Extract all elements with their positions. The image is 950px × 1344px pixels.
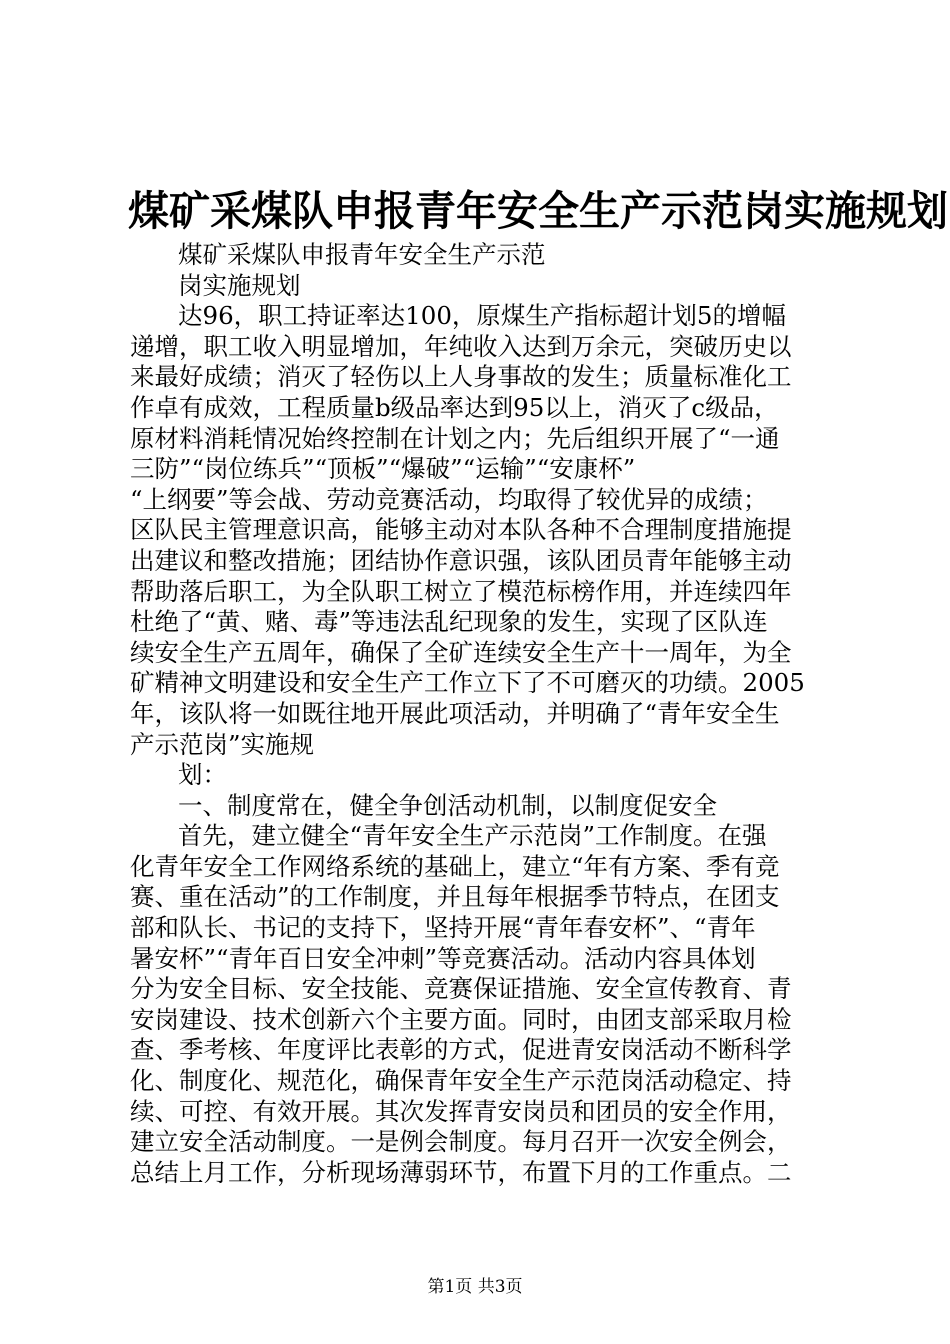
text-line: 分为安全目标、安全技能、竞赛保证措施、安全宣传教育、青 bbox=[130, 974, 792, 1004]
text-line: 帮助落后职工，为全队职工树立了模范标榜作用，并连续四年 bbox=[130, 576, 792, 606]
text-line: 杜绝了“黄、赌、毒”等违法乱纪现象的发生，实现了区队连 bbox=[130, 607, 768, 637]
text-line: 一、制度常在，健全争创活动机制，以制度促安全 bbox=[178, 790, 717, 820]
text-line: 岗实施规划 bbox=[178, 270, 301, 300]
text-line: 部和队长、书记的支持下，坚持开展“青年春安杯”、“青年 bbox=[130, 913, 756, 943]
text-line: 首先，建立健全“青年安全生产示范岗”工作制度。在强 bbox=[178, 821, 767, 851]
text-line: 达96，职工持证率达100，原煤生产指标超计划5的增幅 bbox=[178, 301, 787, 331]
text-line: 煤矿采煤队申报青年安全生产示范 bbox=[178, 240, 546, 269]
text-line: 查、季考核、年度评比表彰的方式，促进青安岗活动不断科学 bbox=[130, 1035, 792, 1065]
text-line: 出建议和整改措施；团结协作意识强，该队团员青年能够主动 bbox=[130, 545, 792, 575]
text-line: 化青年安全工作网络系统的基础上，建立“年有方案、季有竞 bbox=[130, 851, 780, 881]
text-line: 续安全生产五周年，确保了全矿连续安全生产十一周年，为全 bbox=[130, 637, 792, 667]
text-line: 续、可控、有效开展。其次发挥青安岗员和团员的安全作用， bbox=[130, 1096, 792, 1126]
text-line: 矿精神文明建设和安全生产工作立下了不可磨灭的功绩。2005 bbox=[130, 668, 805, 698]
text-line: 递增，职工收入明显增加，年纯收入达到万余元，突破历史以 bbox=[130, 331, 792, 361]
text-line: 区队民主管理意识高，能够主动对本队各种不合理制度措施提 bbox=[130, 515, 792, 545]
text-line: 原材料消耗情况始终控制在计划之内；先后组织开展了“一通 bbox=[130, 423, 780, 453]
text-line: 暑安杯”“青年百日安全冲刺”等竞赛活动。活动内容具体划 bbox=[130, 943, 756, 973]
text-line: 来最好成绩；消灭了轻伤以上人身事故的发生；质量标准化工 bbox=[130, 362, 792, 392]
text-line: 安岗建设、技术创新六个主要方面。同时，由团支部采取月检 bbox=[130, 1004, 792, 1034]
text-line: 总结上月工作，分析现场薄弱环节，布置下月的工作重点。二 bbox=[130, 1157, 792, 1187]
page-footer: 第1页 共3页 bbox=[427, 1277, 523, 1297]
text-line: “上纲要”等会战、劳动竞赛活动，均取得了较优异的成绩； bbox=[130, 484, 768, 514]
text-line: 化、制度化、规范化，确保青年安全生产示范岗活动稳定、持 bbox=[130, 1066, 792, 1096]
document-title: 煤矿采煤队申报青年安全生产示范岗实施规划 bbox=[128, 187, 948, 235]
text-line: 年，该队将一如既往地开展此项活动，并明确了“青年安全生 bbox=[130, 698, 780, 728]
text-line: 作卓有成效，工程质量b级品率达到95以上，消灭了c级品， bbox=[130, 392, 779, 422]
text-line: 产示范岗”实施规 bbox=[130, 729, 315, 759]
document-body bbox=[130, 240, 830, 1188]
text-line: 三防”“岗位练兵”“顶板”“爆破”“运输”“安康杯” bbox=[130, 454, 636, 484]
text-line: 赛、重在活动”的工作制度，并且每年根据季节特点，在团支 bbox=[130, 882, 780, 912]
text-line: 建立安全活动制度。一是例会制度。每月召开一次安全例会， bbox=[130, 1127, 792, 1157]
text-line: 划： bbox=[178, 760, 227, 790]
